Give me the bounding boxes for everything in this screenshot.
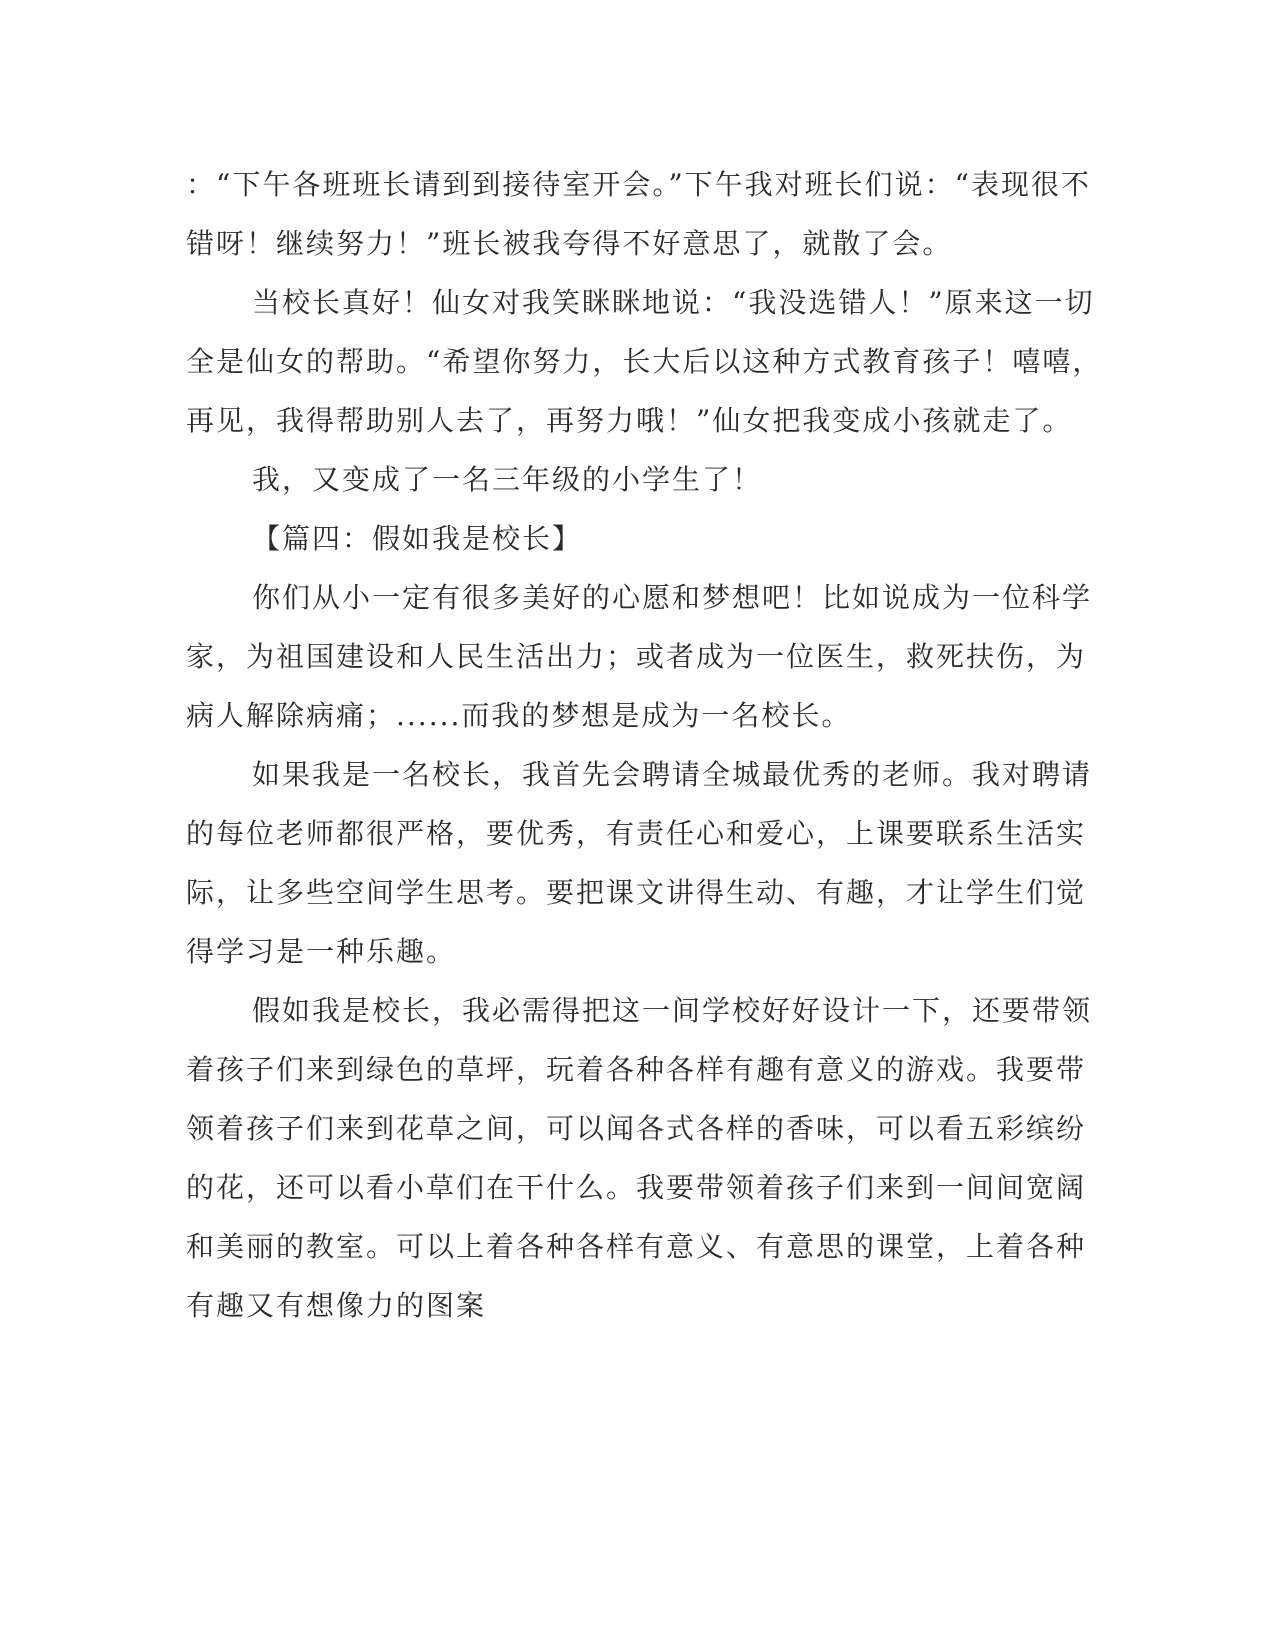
text-line: 着孩子们来到绿色的草坪，玩着各种各样有趣有意义的游戏。我要带 xyxy=(186,1053,1087,1086)
text-line: 有趣又有想像力的图案 xyxy=(186,1289,487,1322)
paragraph-start: 你们从小一定有很多美好的心愿和梦想吧！比如说成为一位科学 xyxy=(252,581,1093,614)
text-line: 领着孩子们来到花草之间，可以闻各式各样的香味，可以看五彩缤纷 xyxy=(186,1112,1087,1145)
document-body xyxy=(186,155,1103,1335)
paragraph-start: 我，又变成了一名三年级的小学生了！ xyxy=(252,463,763,496)
text-line: 家，为祖国建设和人民生活出力；或者成为一位医生，救死扶伤，为 xyxy=(186,640,1087,673)
text-line: ：“下午各班班长请到到接待室开会。”下午我对班长们说：“表现很不 xyxy=(186,168,1091,201)
text-line: 和美丽的教室。可以上着各种各样有意义、有意思的课堂，上着各种 xyxy=(186,1230,1087,1263)
section-heading: 【篇四：假如我是校长】 xyxy=(252,522,583,555)
text-line: 的每位老师都很严格，要优秀，有责任心和爱心，上课要联系生活实 xyxy=(186,817,1087,850)
text-line: 全是仙女的帮助。“希望你努力，长大后以这种方式教育孩子！嘻嘻， xyxy=(186,345,1103,378)
paragraph-start: 如果我是一名校长，我首先会聘请全城最优秀的老师。我对聘请 xyxy=(252,758,1093,791)
text-line: 的花，还可以看小草们在干什么。我要带领着孩子们来到一间间宽阔 xyxy=(186,1171,1087,1204)
paragraph-start: 当校长真好！仙女对我笑眯眯地说：“我没选错人！”原来这一切 xyxy=(252,286,1095,319)
text-line: 得学习是一种乐趣。 xyxy=(186,935,457,968)
text-line: 错呀！继续努力！”班长被我夸得不好意思了，就散了会。 xyxy=(186,227,953,260)
text-line: 再见，我得帮助别人去了，再努力哦！”仙女把我变成小孩就走了。 xyxy=(186,404,1073,437)
paragraph-start: 假如我是校长，我必需得把这一间学校好好设计一下，还要带领 xyxy=(252,994,1093,1027)
text-line: 际，让多些空间学生思考。要把课文讲得生动、有趣，才让学生们觉 xyxy=(186,876,1087,909)
text-line: 病人解除病痛；......而我的梦想是成为一名校长。 xyxy=(186,699,852,732)
